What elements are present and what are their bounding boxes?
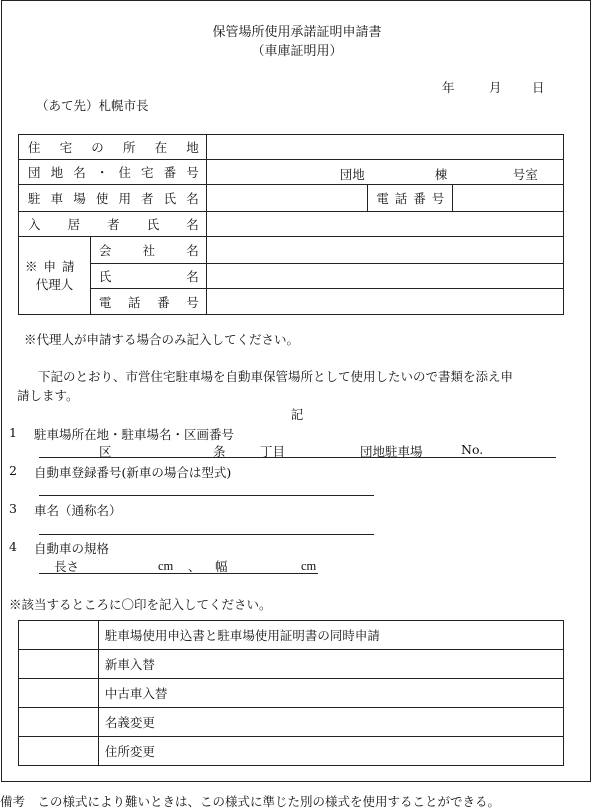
complex-label-cell bbox=[19, 160, 207, 185]
complex-danchi: 団地 bbox=[339, 167, 365, 182]
date-day: 日 bbox=[532, 80, 545, 95]
complex-field[interactable] bbox=[206, 160, 563, 185]
form-subtitle: （車庫証明用） bbox=[251, 44, 343, 59]
agent-phone-field[interactable] bbox=[206, 289, 563, 315]
item2-label: 自動車登録番号(新車の場合は型式) bbox=[34, 465, 232, 480]
user-name-label-cell bbox=[19, 185, 207, 212]
form-title: 保管場所使用承諾証明申請書 bbox=[212, 25, 382, 40]
phone-label: 電 話 番 号 bbox=[376, 191, 445, 206]
item1-no: No. bbox=[461, 442, 484, 457]
agent-phone-label-cell bbox=[90, 289, 206, 315]
complex-label: 団 地 名 ・ 住 宅 番 号 bbox=[28, 165, 199, 180]
agent-name-label-cell bbox=[90, 264, 206, 289]
option-mark-cell[interactable] bbox=[19, 650, 99, 679]
item1-underline[interactable] bbox=[39, 457, 556, 458]
option-row bbox=[19, 737, 564, 766]
body-line-1: 下記のとおり、市営住宅駐車場を自動車保管場所として使用したいので書類を添え申 bbox=[38, 369, 514, 384]
agent-note: ※代理人が申請する場合のみ記入してください。 bbox=[24, 332, 300, 347]
phone-label-cell bbox=[368, 185, 453, 212]
address-label: 住 宅 の 所 在 地 bbox=[28, 140, 199, 155]
option-label: 名義変更 bbox=[98, 708, 563, 737]
agent-name-field[interactable] bbox=[206, 264, 563, 289]
complex-tou: 棟 bbox=[434, 167, 448, 182]
check-note: ※該当するところに〇印を記入してください。 bbox=[9, 597, 272, 612]
options-table bbox=[18, 620, 564, 766]
option-row bbox=[19, 650, 564, 679]
item1-jou: 条 bbox=[213, 444, 226, 459]
option-mark-cell[interactable] bbox=[19, 708, 99, 737]
agent-label-cell bbox=[19, 237, 91, 315]
body-line-2: 請します。 bbox=[17, 388, 79, 403]
item1-label: 駐車場所在地・駐車場名・区画番号 bbox=[34, 427, 235, 442]
resident-label-cell bbox=[19, 212, 207, 237]
item3-label: 車名（通称名） bbox=[34, 503, 122, 518]
agent-company-field[interactable] bbox=[206, 237, 563, 264]
date-month: 月 bbox=[489, 80, 502, 95]
complex-goushitsu: 号室 bbox=[512, 167, 538, 182]
item4-cm-1: cm bbox=[158, 559, 174, 573]
item4-cm-2: cm bbox=[301, 559, 317, 573]
addressee: （あて先）札幌市長 bbox=[36, 98, 149, 113]
item1-parking: 団地駐車場 bbox=[360, 444, 423, 459]
item1-choume: 丁目 bbox=[260, 444, 286, 459]
item1-number: 1 bbox=[9, 425, 17, 440]
item4-underline[interactable] bbox=[39, 573, 318, 574]
agent-company-label: 会 社 名 bbox=[98, 243, 199, 258]
option-label: 駐車場使用申込書と駐車場使用証明書の同時申請 bbox=[98, 621, 563, 650]
form-frame bbox=[1, 0, 591, 782]
resident-label: 入 居 者 氏 名 bbox=[28, 217, 199, 232]
item1-ku: 区 bbox=[99, 444, 112, 459]
item4-separator: 、 bbox=[188, 559, 201, 574]
option-mark-cell[interactable] bbox=[19, 737, 99, 766]
option-row bbox=[19, 679, 564, 708]
item2-number: 2 bbox=[9, 463, 17, 478]
agent-prefix: ※申請 bbox=[25, 258, 81, 274]
agent-label: 代理人 bbox=[35, 276, 74, 292]
address-field[interactable] bbox=[206, 135, 563, 160]
phone-field[interactable] bbox=[453, 185, 564, 212]
item4-label: 自動車の規格 bbox=[34, 541, 110, 556]
option-row bbox=[19, 708, 564, 737]
item3-number: 3 bbox=[9, 501, 17, 516]
address-label-cell bbox=[19, 135, 207, 160]
item4-length-label: 長さ bbox=[54, 559, 80, 574]
date-year: 年 bbox=[442, 80, 455, 95]
info-table bbox=[18, 134, 564, 315]
item4-width-label: 幅 bbox=[215, 559, 228, 574]
option-row bbox=[19, 621, 564, 650]
agent-phone-label: 電 話 番 号 bbox=[98, 294, 199, 310]
item4-number: 4 bbox=[9, 539, 17, 554]
item2-underline[interactable] bbox=[39, 495, 374, 496]
option-label: 住所変更 bbox=[98, 737, 563, 766]
ki-heading: 記 bbox=[290, 407, 304, 422]
item3-underline[interactable] bbox=[39, 534, 374, 535]
user-name-field[interactable] bbox=[206, 185, 368, 212]
resident-field[interactable] bbox=[206, 212, 563, 237]
user-name-label: 駐 車 場 使 用 者 氏 名 bbox=[28, 191, 199, 206]
agent-company-label-cell bbox=[90, 237, 206, 264]
remark-note: 備考 この様式により難いときは、この様式に準じた別の様式を使用することができる。 bbox=[0, 794, 501, 809]
option-mark-cell[interactable] bbox=[19, 621, 99, 650]
option-label: 新車入替 bbox=[98, 650, 563, 679]
agent-name-label: 氏 名 bbox=[98, 269, 199, 284]
option-mark-cell[interactable] bbox=[19, 679, 99, 708]
option-label: 中古車入替 bbox=[98, 679, 563, 708]
